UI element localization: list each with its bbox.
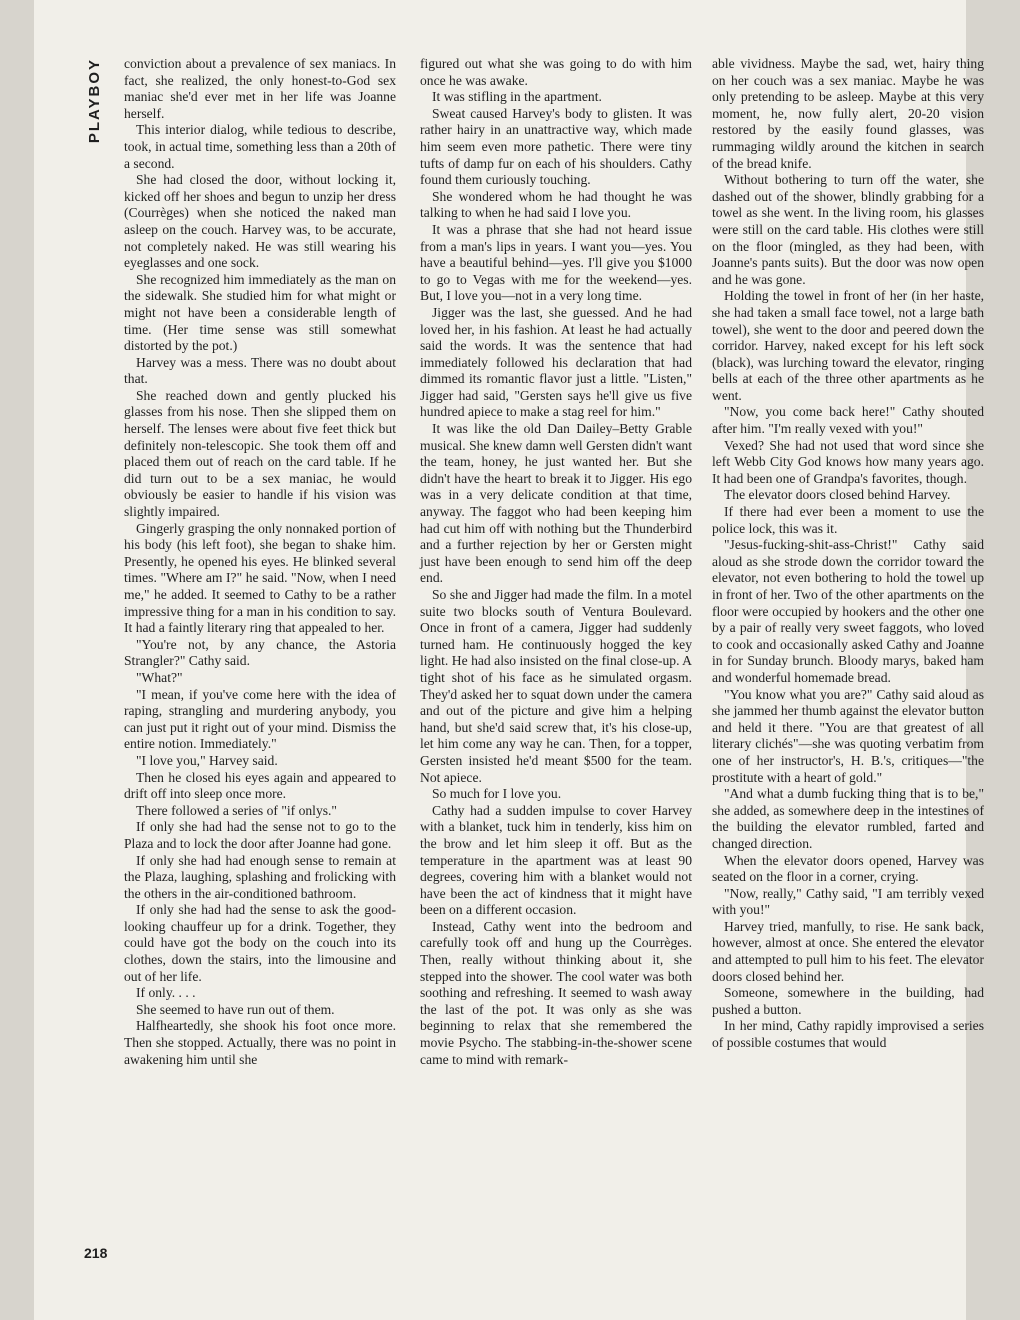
paragraph: If only she had had enough sense to remain at the Plaza, laughing, splashing and frolicking with the others in the air-conditioned bathroom. xyxy=(124,852,396,901)
page-number: 218 xyxy=(84,1245,108,1261)
paragraph: "You know what you are?" Cathy said aloud as she jammed her thumb against the elevator button and held it there. "You are that greatest of all literary clichés"—she was quoting verbatim from one of her instructor's, H. B.'s, critiques—"the prostitute with a heart of gold." xyxy=(712,686,984,785)
paragraph: able vividness. Maybe the sad, wet, hairy thing on her couch was a sex maniac. Maybe he was only pretending to be asleep. Maybe at this very moment, he, now fully alert, 20-20 vision restored by the easily found glasses, was rummaging wildly around the kitchen in search of the bread knife. xyxy=(712,56,984,171)
paragraph: She recognized him immediately as the man on the sidewalk. She studied him for what might or might not have been a considerable length of time. (Her time sense was still somewhat distorted by the pot.) xyxy=(124,271,396,354)
paragraph: Someone, somewhere in the building, had pushed a button. xyxy=(712,985,984,1017)
paragraph: Holding the towel in front of her (in her haste, she had taken a small face towel, not a large bath towel), she went to the door and peered down the corridor. Harvey, naked except for his left sock (black), was lurching toward the elevator, ringing bells at each of the three other apartments as he went. xyxy=(712,288,984,403)
paragraph: If there had ever been a moment to use the police lock, this was it. xyxy=(712,504,984,536)
paragraph: The elevator doors closed behind Harvey. xyxy=(724,487,951,503)
paragraph: If only she had had the sense not to go to the Plaza and to lock the door after Joanne had gone. xyxy=(124,819,396,851)
magazine-page xyxy=(34,0,984,1320)
paragraph: Cathy had a sudden impulse to cover Harvey with a blanket, tuck him in tenderly, kiss him on the brow and let him sleep it off. But as the temperature in the apartment was at least 90 degrees, covering him with a blanket would not have been the act of kindness that it might have been on a different occasion. xyxy=(420,802,692,918)
paragraph: She had closed the door, without locking it, kicked off her shoes and begun to unzip her dress (Courrèges) when she noticed the naked man asleep on the couch. Harvey was, to be accurate, not completely naked. He was still wearing his eyeglasses and one sock. xyxy=(124,172,396,271)
paragraph: So much for I love you. xyxy=(432,786,562,802)
paragraph: It was a phrase that she had not heard issue from a man's lips in years. I want you—yes. You have a beautiful behind—yes. I'll give you $1000 to go to Vegas with me for the weekend—yes. But, I love you—not in a very long time. xyxy=(420,221,692,304)
paragraph: She wondered whom he had thought he was talking to when he had said I love you. xyxy=(420,188,692,221)
paragraph: Instead, Cathy went into the bedroom and carefully took off and hung up the Courrèges. Then, really without thinking about it, she stepped into the shower. The cool water was both soothing and refreshing. It seemed to wash away the last of the pot. It was only as she was beginning to relax that she remembered the movie Psycho. The stabbing-in-the-shower scene came to mind with remark- xyxy=(420,918,692,1067)
paragraph: It was like the old Dan Dailey–Betty Grable musical. She knew damn well Gersten didn't want the team, honey, he just wanted her. But she didn't have the heart to break it to Jigger. His ego was in a very delicate condition at that time, anyway. The faggot who had been keeping him had cut him off with nothing but the Thunderbird and a further rejection by her or Gersten might just have been enough to send him off the deep end. xyxy=(420,421,693,586)
paragraph: This interior dialog, while tedious to describe, took, in actual time, something less than a 20th of a second. xyxy=(124,122,396,171)
running-head: PLAYBOY xyxy=(86,58,103,144)
paragraph: figured out what she was going to do with him once he was awake. xyxy=(420,56,692,88)
paragraph: Then he closed his eyes again and appeared to drift off into sleep once more. xyxy=(124,769,396,802)
paragraph: There followed a series of "if onlys." xyxy=(136,802,337,818)
paragraph: Jigger was the last, she guessed. And he had loved her, in his fashion. At least he had actually said the words. It was the sentence that had immediately followed his declaration that had dimmed its romantic flavor just a little. "Listen," Jigger had said, "Gersten says he'll give us five hundred apiece to make a stag reel for him." xyxy=(420,304,692,420)
text-column-3 xyxy=(712,56,984,1052)
paragraph: If only. . . . xyxy=(136,985,196,1001)
paragraph: "What?" xyxy=(136,669,183,685)
paragraph: Vexed? She had not used that word since she left Webb City God knows how many years ago. It had been one of Grandpa's favorites, though. xyxy=(712,437,984,486)
paragraph: When the elevator doors opened, Harvey was seated on the floor in a corner, crying. xyxy=(712,852,984,885)
paragraph: "I mean, if you've come here with the idea of raping, strangling and murdering anybody, you can just put it right out of your mind. Dismiss the entire notion. Immediately." xyxy=(124,686,396,752)
paragraph: It was stifling in the apartment. xyxy=(432,89,602,105)
paragraph: conviction about a prevalence of sex maniacs. In fact, she realized, the only honest-to-God sex maniac she'd ever met in her life was Joanne herself. xyxy=(124,56,396,121)
paragraph: "You're not, by any chance, the Astoria Strangler?" Cathy said. xyxy=(124,636,396,669)
paragraph: In her mind, Cathy rapidly improvised a series of possible costumes that would xyxy=(712,1018,984,1051)
paragraph: Without bothering to turn off the water, she dashed out of the shower, blindly grabbing for a towel as she went. In the living room, his glasses were still on the card table. His clothes were still on the floor (mingled, as they had been, with Joanne's pants suits). But the door was now open and he was gone. xyxy=(712,172,984,287)
paragraph: "Now, really," Cathy said, "I am terribly vexed with you!" xyxy=(712,885,984,918)
paragraph: So she and Jigger had made the film. In a motel suite two blocks south of Ventura Boulevard. Once in front of a camera, Jigger had suddenly turned ham. He continuously hogged the key light. He had also insisted on the final close-up. A tight shot of his face as he simulated orgasm. They'd asked her to squat down under the camera and out of the picture and give him a helping hand, but she'd said screw that, it's his close-up, let him come any way he can. Then, for a topper, Gersten insisted he'd meant $500 for the team. Not apiece. xyxy=(420,587,692,785)
paragraph: Harvey tried, manfully, to rise. He sank back, however, almost at once. She entered the elevator and attempted to pull him to his feet. The elevator doors closed behind her. xyxy=(712,918,984,984)
paragraph: "And what a dumb fucking thing that is to be," she added, as somewhere deep in the intestines of the building the elevator rumbled, farted and changed direction. xyxy=(712,786,984,851)
paragraph: She seemed to have run out of them. xyxy=(136,1001,335,1017)
paragraph: "I love you," Harvey said. xyxy=(136,752,278,768)
paragraph: If only she had had the sense to ask the good-looking chauffeur up for a drink. Together, they could have got the body on the couch into its clothes, down the stairs, into the limousine and out of her life. xyxy=(124,902,396,984)
paragraph: Gingerly grasping the only nonnaked portion of his body (his left foot), she began to shake him. Presently, he opened his eyes. He blinked several times. "Where am I?" he said. "Now, when I need me," he added. It seemed to Cathy to be a rather impressive thing for a man in his condition to say. It had a faintly literary ring that appealed to her. xyxy=(124,520,396,636)
paragraph: Harvey was a mess. There was no doubt about that. xyxy=(124,354,396,387)
text-column-1 xyxy=(124,56,396,1068)
text-column-2 xyxy=(420,56,692,1068)
paragraph: She reached down and gently plucked his glasses from his nose. Then she slipped them on herself. The lenses were about five feet thick but definitely non-telescopic. She took them off and placed them out of reach on the card table. If he did turn out to be a sex maniac, he would obviously be easier to handle if his vision was slightly impaired. xyxy=(124,387,396,520)
paragraph: Halfheartedly, she shook his foot once more. Then she stopped. Actually, there was no point in awakening him until she xyxy=(124,1018,396,1067)
paragraph: Sweat caused Harvey's body to glisten. It was rather hairy in an unattractive way, which made him seem even more pathetic. There were tiny tufts of damp fur on each of his shoulders. Cathy found them curiously touching. xyxy=(420,105,692,188)
paragraph: "Now, you come back here!" Cathy shouted after him. "I'm really vexed with you!" xyxy=(712,404,984,437)
paragraph: "Jesus-fucking-shit-ass-Christ!" Cathy said aloud as she strode down the corridor toward the elevator, not even bothering to hold the towel up in front of her. Two of the other apartments on the floor were occupied by hookers and the other one by a pair of really very sweet faggots, who loved to cook and occasionally asked Cathy and Joanne in for Sunday brunch. Bloody marys, baked ham and wonderful homemade bread. xyxy=(712,537,984,685)
